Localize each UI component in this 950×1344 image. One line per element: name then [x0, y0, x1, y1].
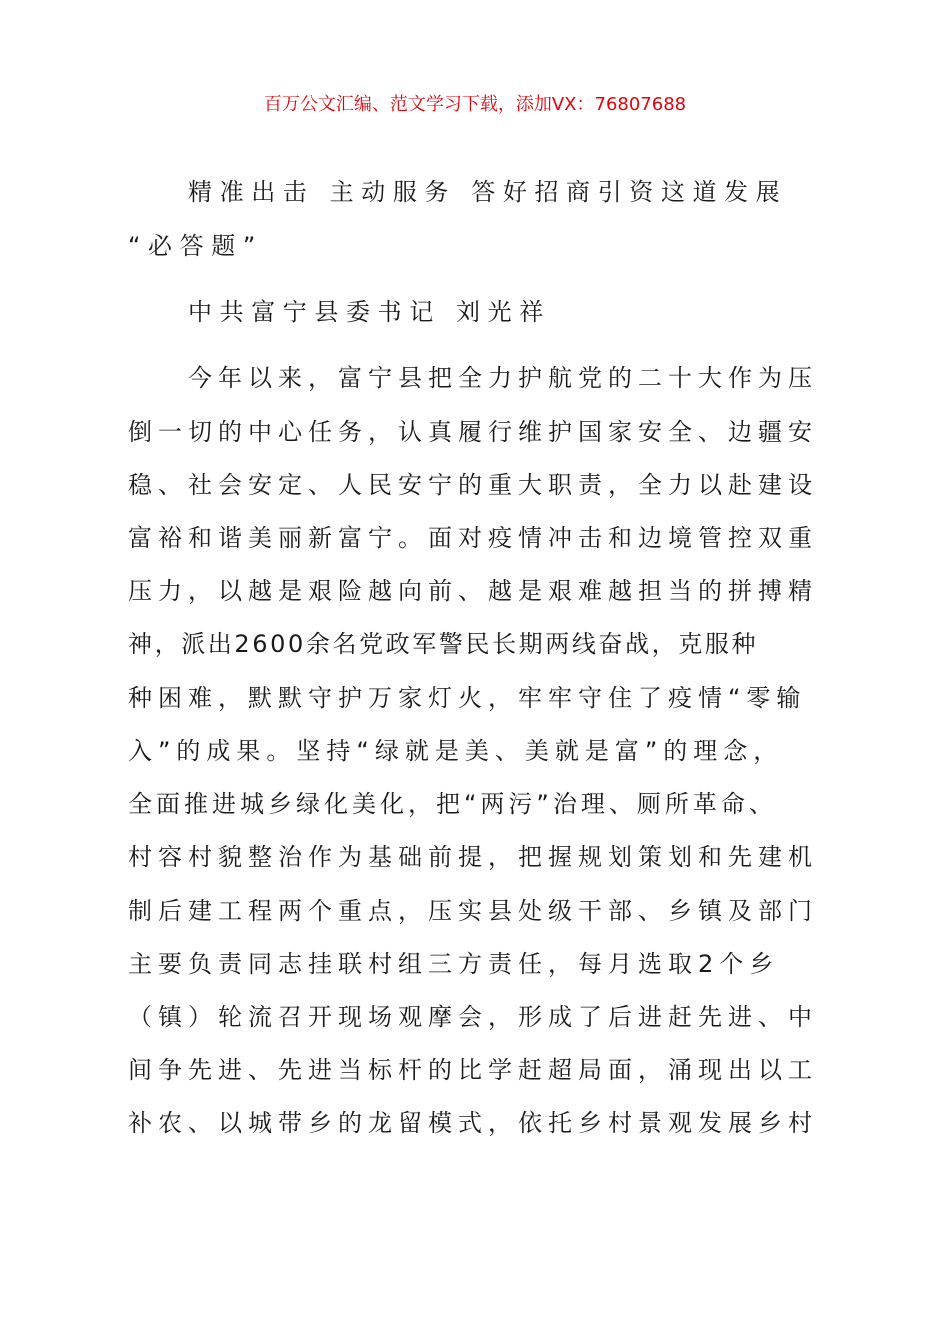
- body-line: 倒一切的中心任务，认真履行维护国家安全、边疆安: [128, 418, 818, 446]
- body-line: 村容村貌整治作为基础前提，把握规划策划和先建机: [128, 843, 818, 871]
- body-line: 神，派出2600余名党政军警民长期两线奋战，克服种: [128, 630, 759, 658]
- body-line: 补农、以城带乡的龙留模式，依托乡村景观发展乡村: [128, 1109, 818, 1137]
- body-line: 间争先进、先进当标杆的比学赶超局面，涌现出以工: [128, 1056, 818, 1084]
- body-line: 主要负责同志挂联村组三方责任，每月选取2个乡: [128, 950, 780, 978]
- body-line: 稳、社会安定、人民安宁的重大职责，全力以赴建设: [128, 471, 818, 499]
- body-line: （镇）轮流召开现场观摩会，形成了后进赶先进、中: [128, 1003, 818, 1031]
- watermark-banner: 百万公文汇编、范文学习下载，添加VX：76807688: [263, 94, 687, 115]
- body-line: 压力，以越是艰险越向前、越是艰难越担当的拼搏精: [128, 577, 818, 605]
- body-line: 种困难，默默守护万家灯火，牢牢守住了疫情“零输: [128, 684, 807, 712]
- body-line: 今年以来，富宁县把全力护航党的二十大作为压: [188, 364, 818, 392]
- body-line: 全面推进城乡绿化美化，把“两污”治理、厕所革命、: [128, 790, 777, 818]
- body-line: 制后建工程两个重点，压实县处级干部、乡镇及部门: [128, 897, 818, 925]
- title-line-1: 精准出击 主动服务 答好招商引资这道发展: [188, 178, 788, 206]
- author-line: 中共富宁县委书记 刘光祥: [188, 298, 551, 326]
- body-line: 入”的成果。坚持“绿就是美、美就是富”的理念，: [128, 737, 784, 765]
- title-line-2: “必答题”: [128, 232, 263, 260]
- body-line: 富裕和谐美丽新富宁。面对疫情冲击和边境管控双重: [128, 524, 818, 552]
